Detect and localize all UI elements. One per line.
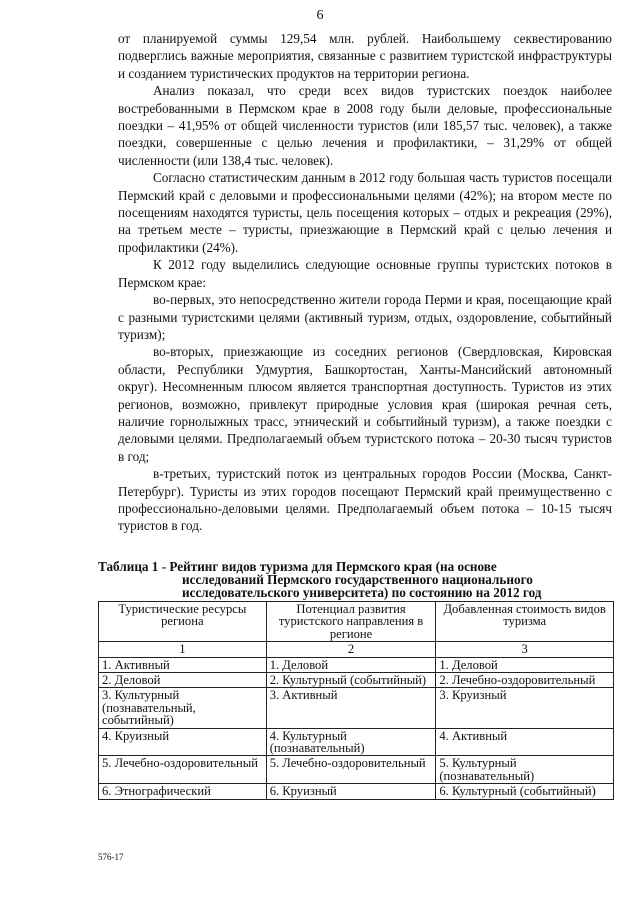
table-cell: 2. Лечебно-оздоровительный [436, 673, 614, 688]
table-cell: 3. Круизный [436, 688, 614, 728]
table-row [99, 673, 614, 688]
table-cell: 2. Деловой [99, 673, 267, 688]
table-caption-continuation: исследований Пермского государственного национального исследовательского университета) по состоянию на 2012 год [182, 572, 542, 601]
table-header-row [99, 602, 614, 642]
table-cell: 4. Круизный [99, 728, 267, 756]
table-cell: 6. Культурный (событийный) [436, 784, 614, 799]
page-number: 6 [316, 8, 324, 23]
table-cell: 1. Деловой [266, 657, 436, 672]
table-cell: 6. Этнографический [99, 784, 267, 799]
paragraph: Анализ показал, что среди всех видов туристских поездок наиболее востребованными в Пермском крае в 2008 году были деловые, профессиональные поездки – 41,95% от общей численности туристов (или 185,57 тыс. человек), а также поездки, совершенные с целью лечения и профилактики, – 31,29% от общей численности (или 138,4 тыс. человек). [118, 83, 612, 168]
table-row [99, 756, 614, 784]
column-number-cell: 1 [99, 642, 267, 657]
paragraph: в-третьих, туристский поток из центральных городов России (Москва, Санкт-Петербург). Туристы из этих городов посещают Пермский край преимущественно с профессионально-деловыми целями. Предполагаемый объем потока – 10-15 тысяч туристов в год. [118, 466, 612, 534]
table-header-cell: Туристические ресурсы региона [99, 602, 267, 642]
paragraph: от планируемой суммы 129,54 млн. рублей. Наибольшему секвестированию подверглись важные мероприятия, связанные с развитием туристской инфраструктуры и созданием туристических продуктов на территории региона. [118, 31, 612, 81]
table-cell: 5. Лечебно-оздоровительный [99, 756, 267, 784]
table-header-cell: Добавленная стоимость видов туризма [436, 602, 614, 642]
paragraph: Согласно статистическим данным в 2012 году большая часть туристов посещали Пермский край с деловыми и профессиональными целями (42%); на втором месте по посещениям находятся туристы, цель посещения которых – отдых и рекреация (29%), на третьем месте – туристы, приезжающие в Пермский край с целью лечения и профилактики (24%). [118, 170, 612, 255]
body-text [118, 30, 612, 535]
table-header-cell: Потенциал развития туристского направления в регионе [266, 602, 436, 642]
table-cell: 5. Лечебно-оздоровительный [266, 756, 436, 784]
table-cell: 1. Активный [99, 657, 267, 672]
table-row [99, 688, 614, 728]
paragraph: во-первых, это непосредственно жители города Перми и края, посещающие край с разными туристскими целями (активный туризм, отдых, оздоровление, событийный туризм); [118, 292, 612, 342]
tourism-rating-table [98, 601, 614, 800]
table-cell: 3. Активный [266, 688, 436, 728]
table-row [99, 728, 614, 756]
table-cell: 2. Культурный (событийный) [266, 673, 436, 688]
column-number-cell: 3 [436, 642, 614, 657]
paragraph: во-вторых, приезжающие из соседних регионов (Свердловская, Кировская области, Республики Удмуртия, Башкортостан, Ханты-Мансийский автономный округ). Несомненным плюсом является транспортная доступность. Туристов из этих регионов, возможно, привлекут природные условия края (широкая речная сеть, наличие горнолыжных трасс, этнический и событийный туризм), а также поездки с деловыми целями. Предполагаемый объем туристского потока – 20-30 тысяч туристов в год; [118, 344, 612, 464]
table-caption-first-line: Таблица 1 - Рейтинг видов туризма для Пермского края (на основе [98, 559, 497, 574]
table-row [99, 784, 614, 799]
table-cell: 4. Культурный (познавательный) [266, 728, 436, 756]
column-number-cell: 2 [266, 642, 436, 657]
document-code: 576-17 [98, 852, 124, 862]
table-caption [98, 560, 618, 600]
table-cell: 3. Культурный (познавательный, событийный) [99, 688, 267, 728]
paragraph: К 2012 году выделились следующие основные группы туристских потоков в Пермском крае: [118, 257, 612, 290]
table-cell: 4. Активный [436, 728, 614, 756]
table-cell: 6. Круизный [266, 784, 436, 799]
table-cell: 5. Культурный (познавательный) [436, 756, 614, 784]
table-cell: 1. Деловой [436, 657, 614, 672]
table-number-row [99, 642, 614, 657]
table-row [99, 657, 614, 672]
